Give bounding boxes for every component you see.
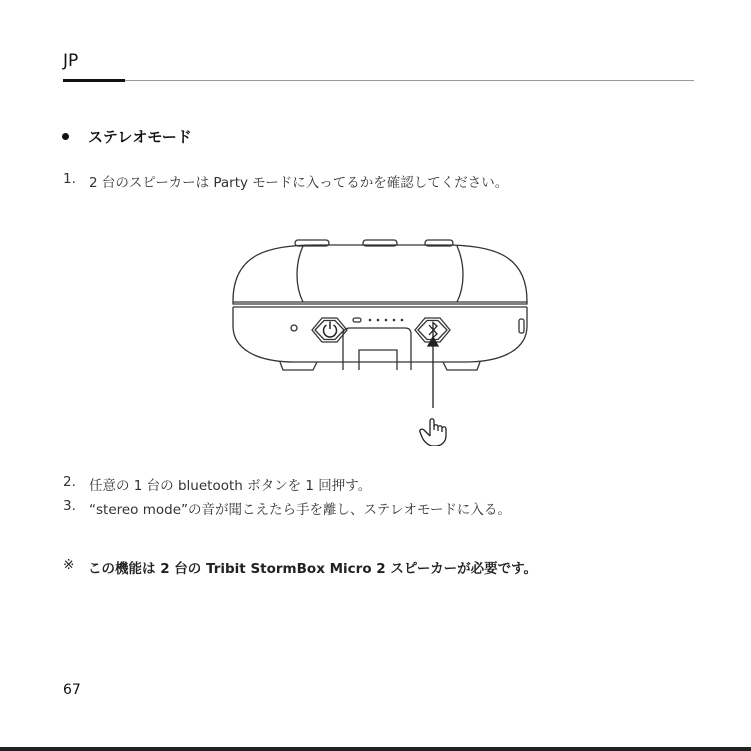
- pointing-hand-icon: [420, 337, 446, 446]
- note-text: この機能は 2 台の Tribit StormBox Micro 2 スピーカーが必要です。: [88, 561, 537, 577]
- language-code: JP: [63, 51, 79, 71]
- header-divider: [63, 80, 694, 81]
- step-number: 1.: [63, 171, 76, 187]
- requirement-note: [63, 557, 537, 577]
- section-title: ステレオモード: [88, 128, 192, 146]
- step-text: 任意の 1 台の bluetooth ボタンを 1 回押す。: [89, 478, 372, 494]
- bluetooth-icon: [429, 323, 437, 338]
- page-number: 67: [63, 682, 81, 698]
- power-icon: [324, 322, 337, 337]
- note-mark: ※: [63, 557, 75, 573]
- speaker-illustration: [225, 236, 535, 446]
- step-1: [63, 171, 508, 191]
- step-2: [63, 474, 371, 494]
- header-divider-accent: [63, 79, 125, 82]
- step-3: [63, 498, 511, 518]
- step-text: “stereo mode”の音が聞こえたら手を離し、ステレオモードに入る。: [89, 502, 511, 518]
- page-bottom-border: [0, 747, 751, 751]
- bullet-icon: [62, 133, 69, 140]
- step-number: 2.: [63, 474, 76, 490]
- step-number: 3.: [63, 498, 76, 514]
- section-heading: [62, 126, 192, 147]
- step-text: 2 台のスピーカーは Party モードに入ってるかを確認してください。: [89, 175, 509, 191]
